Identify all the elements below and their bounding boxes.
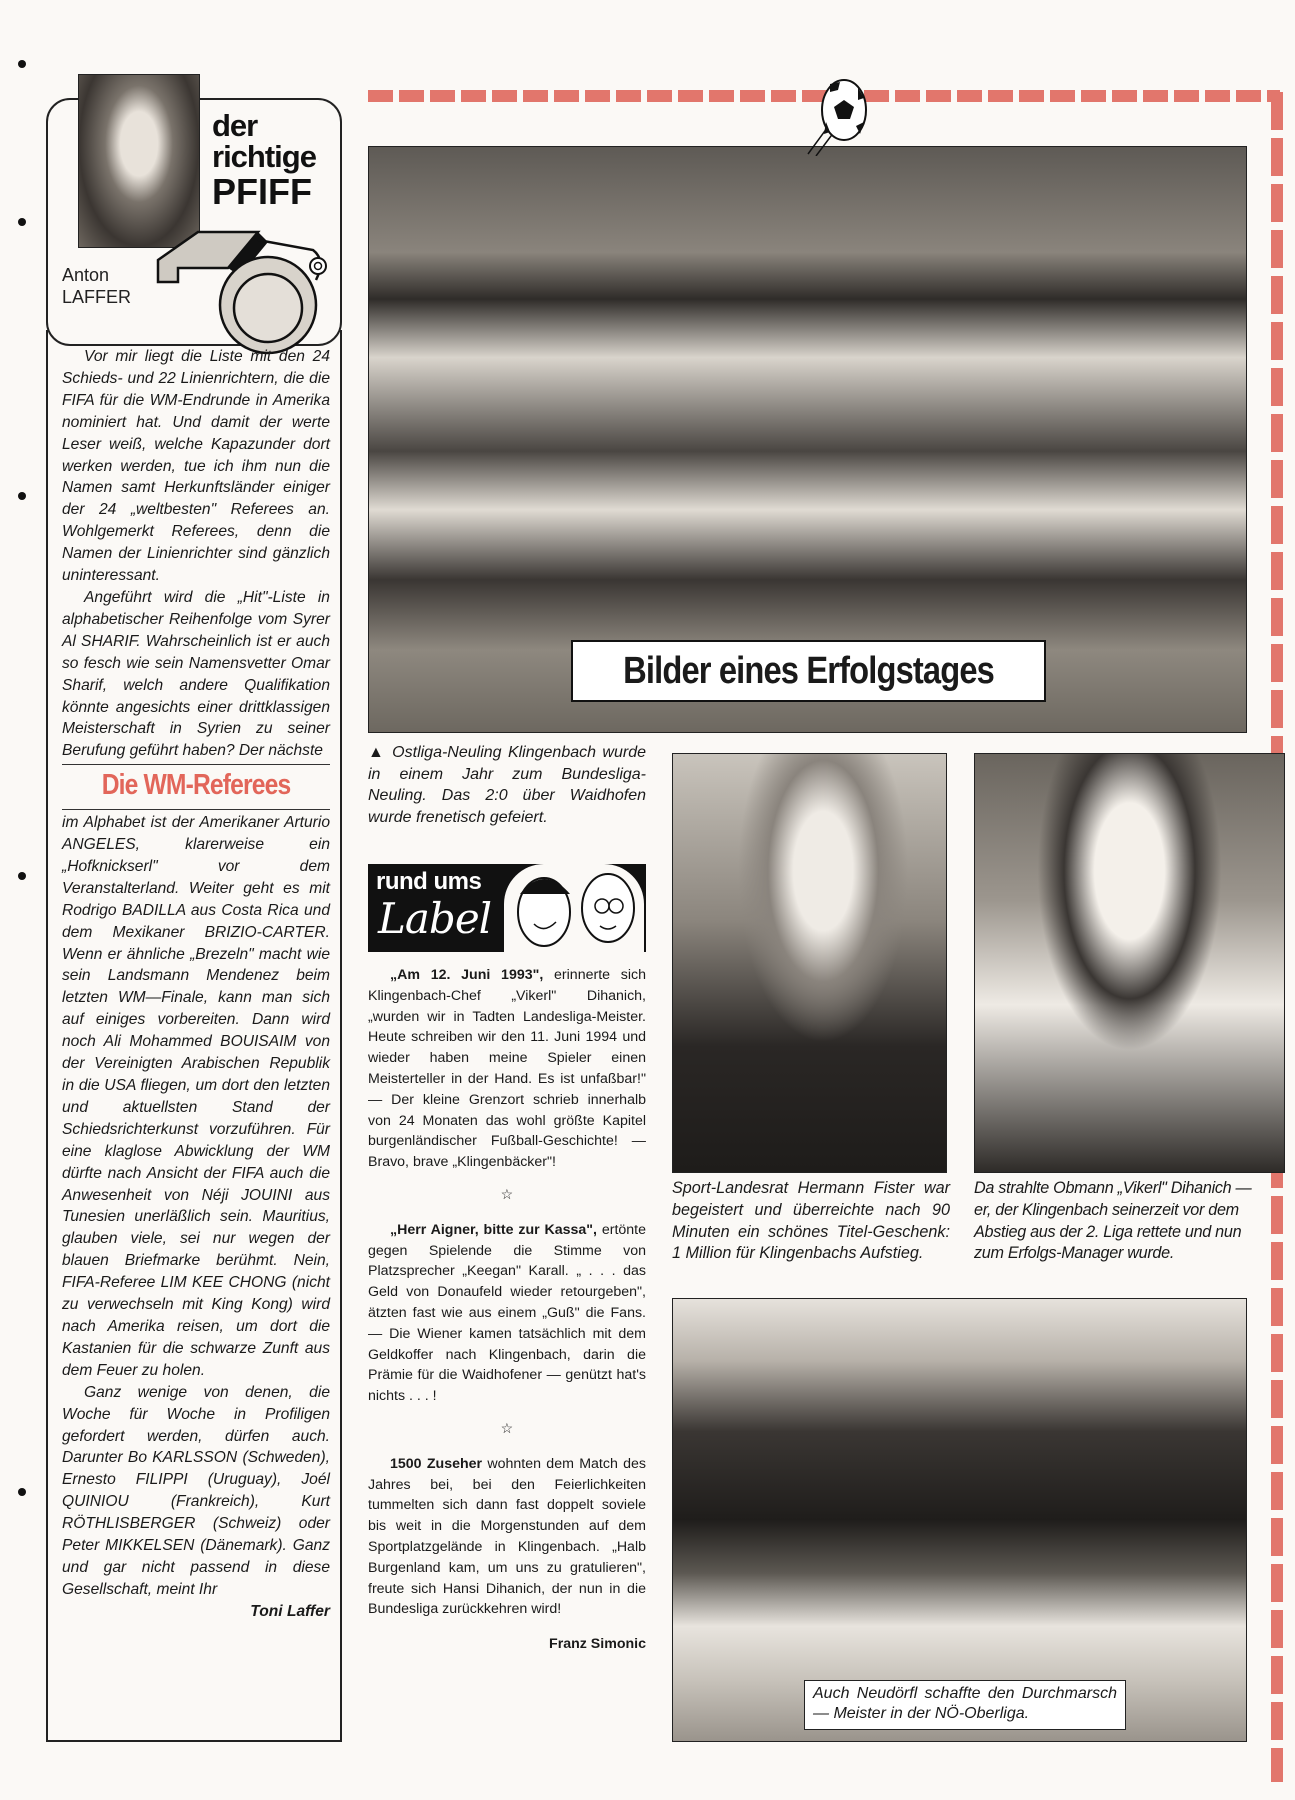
obmann-dihanich-photo	[974, 753, 1285, 1173]
news-lead: „Herr Aigner, bitte zur Kassa",	[390, 1221, 597, 1238]
divider	[62, 764, 330, 765]
main-photo-caption	[368, 742, 646, 828]
column-author	[62, 264, 131, 308]
soccer-ball-icon	[800, 76, 880, 156]
news-text: erinnerte sich Klingenbach-Chef „Vikerl" Dihanich, „wurden wir in Tadten Landesliga-Meister. Heute schreiben wir den 11. Juni 1994 und wieder haben meine Spieler einen Meisterteller in der Hand. Es ist unfaßbar!" — Der kleine Grenzort schrieb innerhalb von 24 Monaten das wohl größte Kapitel burgenländischer Fußball-Geschichte! — Bravo, brave „Klingenbäcker"!	[368, 967, 646, 1171]
logo-line: rund ums	[376, 868, 482, 895]
column-title-line: der	[212, 108, 258, 143]
column-text	[62, 346, 330, 1623]
author-last-name: LAFFER	[62, 287, 132, 307]
column-subheading: Die WM-Referees	[101, 769, 291, 802]
fister-photo-caption: Sport-Landesrat Hermann Fister war begeistert und überreichte nach 90 Minuten ein schönes Titel-Geschenk: 1 Million für Klingenbachs Aufstieg.	[672, 1179, 950, 1263]
column-title-line: PFIFF	[212, 171, 312, 212]
column-signature: Toni Laffer	[250, 1602, 330, 1620]
whistle-icon	[148, 220, 338, 358]
rund-ums-label-text	[368, 965, 646, 1655]
author-first-name: Anton	[62, 265, 110, 285]
margin-mark	[18, 492, 26, 500]
column-title-line: richtige	[212, 139, 316, 174]
news-item	[368, 1454, 646, 1620]
star-separator-icon: ☆	[500, 1186, 514, 1203]
neudoerfl-team-photo	[672, 1298, 1247, 1742]
column-paragraph: Angeführt wird die „Hit"-Liste in alphabetischer Reihenfolge vom Syrer Al SHARIF. Wahrscheinlich ist er auch so fesch wie sein Namensvetter Omar Sharif, welch andere Qualifikation könnte angesichts einer drittklassigen Meisterschaft in Syrien zu seiner Berufung geführt haben? Der nächste	[62, 588, 330, 760]
cartoon-faces-icon	[504, 864, 644, 952]
news-item	[368, 965, 646, 1173]
margin-mark	[18, 218, 26, 226]
feature-headline	[571, 640, 1046, 702]
obmann-photo-caption: Da strahlte Obmann „Vikerl" Dihanich — er, der Klingenbach seinerzeit vor dem Abstieg aus der 2. Liga rettete und nun zum Erfolgs-Manager wurde.	[974, 1179, 1252, 1263]
column-paragraph: Ganz wenige von denen, die Woche für Woche in Profiligen gefordert werden, dürfen auch. Darunter Bo KARLSSON (Schweden), Ernesto FILIPPI (Uruguay), Joél QUINIOU (Frankreich), Kurt RÖTHLISBERGER (Schweiz) oder Peter MIKKELSEN (Dänemark). Ganz und gar nicht passend in diese Gesellschaft, meint Ihr	[62, 1383, 330, 1598]
star-separator-icon: ☆	[500, 1420, 514, 1437]
hermann-fister-photo	[672, 753, 947, 1173]
margin-mark	[18, 1488, 26, 1496]
margin-mark	[18, 60, 26, 68]
news-item	[368, 1220, 646, 1407]
caption-text: Ostliga-Neuling Klingenbach wurde in einem Jahr zum Bundesliga-Neuling. Das 2:0 über Waidhofen wurde frenetisch gefeiert.	[368, 744, 646, 826]
margin-mark	[18, 872, 26, 880]
column-paragraph: im Alphabet ist der Amerikaner Arturio ANGELES, klarerweise ein „Hofknickserl" vor dem Veranstalterland. Weiter geht es mit Rodrigo BADILLA aus Costa Rica und dem Mexikaner BRIZIO-CARTER. Wenn er ähnliche „Brezeln" macht wie sein Landsmann Mendenez beim letzten WM—Finale, kann man sich auf einiges vorbereiten. Dann wird noch Ali Mohammed BOUISAIM von der Vereinigten Arabischen Republik in die USA fliegen, um dort den letzten und aktuellsten Stand der Schiedsrichterkunst vorzuführen. Für eine klaglose Abwicklung der WM dürfte nach Ansicht der FIFA auch die Anwesenheit von Néji JOUINI aus Tunesien unerläßlich sein. Mauritius, glauben viele, sei nur wegen der blauen Briefmarke berühmt. Nein, FIFA-Referee LIM KEE CHONG (nicht zu verwechseln mit King Kong) wird nach Amerika reisen, um dort die Kastanien für die schwarze Zunft aus dem Feuer zu holen.	[62, 814, 330, 1379]
news-lead: 1500 Zuseher	[390, 1455, 483, 1472]
feature-headline-text: Bilder eines Erfolgstages	[623, 650, 994, 692]
triangle-up-icon: ▲	[368, 744, 386, 761]
news-text: wohnten dem Match des Jahres bei, bei den Feierlichkeiten tummelten sich dann fast doppelt soviele bis weit in die Morgenstunden auf dem Sportplatzgelände in Klingenbach. „Halb Burgenland kam, um uns zu gratulieren", freute sich Hansi Dihanich, der nun in die Bundesliga zurückkehren wird!	[368, 1455, 647, 1618]
column-title	[212, 110, 336, 210]
divider	[62, 809, 330, 810]
rund-ums-label-logo	[368, 864, 646, 952]
logo-line: Label	[378, 894, 492, 943]
news-text: ertönte gegen Spielende die Stimme von Platzsprecher „Keegan" Karall. „ . . . das Geld von Donaufeld wieder retourgeben", ätzten fast wie aus einem „Guß" die Fans. — Die Wiener kamen tatsächlich mit dem Geldkoffer nach Klingenbach, darin die Prämie für die Waidhofener — genützt hat's nichts . . . !	[368, 1221, 646, 1405]
column-paragraph: Vor mir liegt die Liste mit den 24 Schieds- und 22 Linienrichtern, die die FIFA für die WM-Endrunde in Amerika nominiert hat. Und damit der werte Leser weiß, welche Kapazunder dort werken werden, tue ich ihm nun die Namen samt Herkunftsländer einiger der 24 „weltbesten" Referees an. Wohlgemerkt Referees, denn die Namen der Linienrichter sind gänzlich uninteressant.	[62, 348, 330, 585]
bottom-photo-caption: Auch Neudörfl schaffte den Durchmarsch — Meister in der NÖ-Oberliga.	[804, 1680, 1126, 1730]
news-lead: „Am 12. Juni 1993",	[390, 967, 544, 983]
byline: Franz Simonic	[549, 1636, 646, 1653]
